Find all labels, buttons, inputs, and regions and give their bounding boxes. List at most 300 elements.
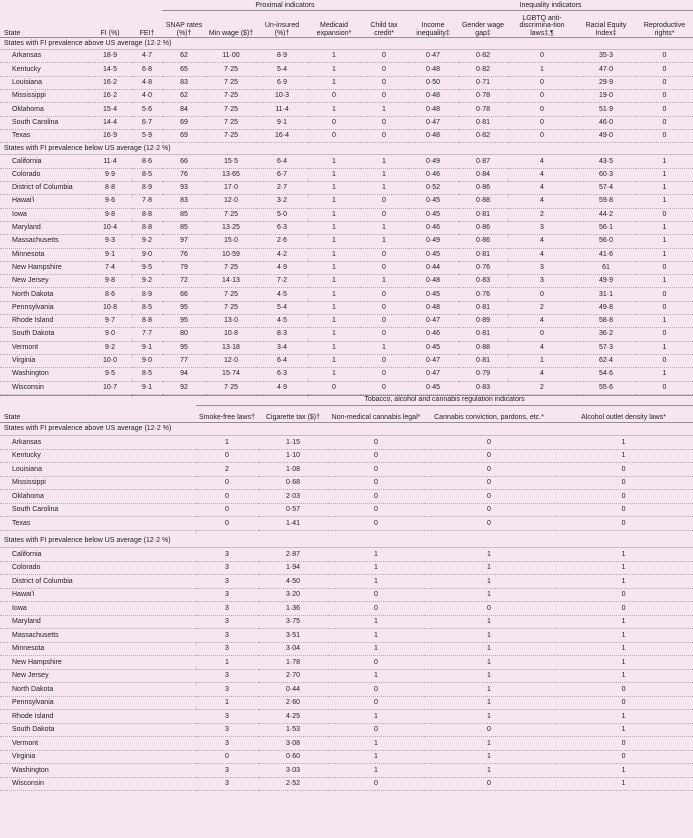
- table-cell: 0: [360, 90, 408, 103]
- state-name: Minnesota: [0, 248, 88, 261]
- table-cell: 46·0: [576, 116, 636, 129]
- table-cell: 3: [196, 777, 258, 791]
- table-cell: 0: [554, 476, 693, 490]
- section-header-row: [0, 535, 693, 548]
- table-cell: 10·3: [256, 90, 308, 103]
- table-cell: 16·2: [88, 76, 132, 89]
- table-cell: 9·2: [132, 235, 162, 248]
- table-row: [0, 368, 693, 381]
- table-cell: 41·6: [576, 248, 636, 261]
- table-cell: 0: [360, 195, 408, 208]
- table-cell: 31·1: [576, 288, 636, 301]
- table-cell: 0: [636, 381, 693, 394]
- table-cell: 29·9: [576, 76, 636, 89]
- table-cell: 43·5: [576, 155, 636, 168]
- table-cell: 0: [636, 63, 693, 76]
- table-cell: 0: [554, 588, 693, 602]
- state-name: Washington: [0, 368, 88, 381]
- regulation-indicators-table: [0, 395, 693, 792]
- table-cell: 12·0: [206, 195, 256, 208]
- table-cell: 17·0: [206, 182, 256, 195]
- table-cell: 0: [554, 503, 693, 517]
- table-cell: 9·1: [132, 381, 162, 394]
- table-cell: 4·8: [132, 76, 162, 89]
- table-cell: 69: [162, 129, 206, 142]
- table-cell: 0: [360, 208, 408, 221]
- section-label: States with FI prevalence below US average (12·2 %): [0, 143, 693, 155]
- state-name: Hawai'i: [0, 195, 88, 208]
- table-cell: 7·25: [206, 129, 256, 142]
- table-cell: 0·50: [408, 76, 458, 89]
- table-cell: 0: [636, 328, 693, 341]
- table-cell: 15·0: [206, 235, 256, 248]
- table-cell: 1: [308, 155, 360, 168]
- table-cell: 8·9: [256, 50, 308, 63]
- table-cell: 0: [196, 449, 258, 463]
- table-cell: 7·4: [88, 261, 132, 274]
- table-cell: 1: [424, 642, 554, 656]
- table-cell: 85: [162, 208, 206, 221]
- column-header: FEI†: [132, 11, 162, 38]
- column-header: SNAP rates (%)†: [162, 11, 206, 38]
- table-cell: 13·25: [206, 221, 256, 234]
- state-name: North Dakota: [0, 683, 196, 697]
- column-header: State: [0, 11, 88, 38]
- table-cell: 61: [576, 261, 636, 274]
- table-cell: 0: [360, 288, 408, 301]
- table-cell: 8·5: [132, 301, 162, 314]
- state-name: Colorado: [0, 168, 88, 181]
- table-cell: 8·3: [256, 328, 308, 341]
- table-cell: 0·88: [458, 341, 508, 354]
- table-row: [0, 90, 693, 103]
- table-cell: 66: [162, 155, 206, 168]
- table-cell: 0: [196, 490, 258, 504]
- table-cell: 3: [196, 615, 258, 629]
- state-name: Arkansas: [0, 436, 196, 450]
- table-cell: 0·78: [458, 103, 508, 116]
- policy-indicators-table: [0, 0, 693, 395]
- table-cell: 16·2: [88, 90, 132, 103]
- column-header: Non-medical cannabis legal*: [328, 405, 424, 422]
- table-row: [0, 288, 693, 301]
- table-cell: 0: [360, 50, 408, 63]
- table-cell: 1: [554, 615, 693, 629]
- table-cell: 10·7: [88, 381, 132, 394]
- table-cell: 7·25: [206, 301, 256, 314]
- table-cell: 7·2: [256, 275, 308, 288]
- table-cell: 0: [508, 76, 576, 89]
- table-cell: 3: [508, 275, 576, 288]
- table-cell: 3·20: [258, 588, 328, 602]
- state-name: Virginia: [0, 750, 196, 764]
- table-cell: 11·4: [88, 155, 132, 168]
- table-cell: 9·1: [88, 248, 132, 261]
- table-cell: 1: [328, 737, 424, 751]
- table-cell: 0: [328, 449, 424, 463]
- table-cell: 3·03: [258, 764, 328, 778]
- table-cell: 0·57: [258, 503, 328, 517]
- table-cell: 2: [196, 463, 258, 477]
- table-cell: 0: [508, 129, 576, 142]
- table-cell: 7·25: [206, 288, 256, 301]
- table-cell: 1: [308, 248, 360, 261]
- table-cell: 1: [424, 737, 554, 751]
- table-cell: 15·74: [206, 368, 256, 381]
- table-cell: 1: [308, 195, 360, 208]
- table-cell: 2·6: [256, 235, 308, 248]
- table-cell: 0·45: [408, 248, 458, 261]
- table-cell: 9·0: [132, 354, 162, 367]
- table-cell: 1: [328, 750, 424, 764]
- table-cell: 2·60: [258, 696, 328, 710]
- table-row: [0, 710, 693, 724]
- table-cell: 95: [162, 301, 206, 314]
- table-cell: 3: [196, 588, 258, 602]
- table-cell: 0·49: [408, 155, 458, 168]
- table-cell: 1: [328, 629, 424, 643]
- state-name: Maryland: [0, 615, 196, 629]
- table-cell: 3: [196, 642, 258, 656]
- table-cell: 4·50: [258, 575, 328, 589]
- table-cell: 8·8: [132, 315, 162, 328]
- table-cell: 0: [424, 476, 554, 490]
- table-cell: 4·9: [256, 261, 308, 274]
- column-header: Child tax credit*: [360, 11, 408, 38]
- table-cell: 0·47: [408, 315, 458, 328]
- table-cell: 0: [328, 503, 424, 517]
- state-name: District of Columbia: [0, 182, 88, 195]
- table-cell: 1: [424, 588, 554, 602]
- table-cell: 3: [196, 683, 258, 697]
- table-cell: 1: [636, 182, 693, 195]
- table-row: [0, 301, 693, 314]
- table-cell: 0·49: [408, 235, 458, 248]
- state-name: Kentucky: [0, 449, 196, 463]
- table-cell: 0·46: [408, 168, 458, 181]
- table-cell: 7·8: [132, 195, 162, 208]
- table-cell: 1: [308, 208, 360, 221]
- table-cell: 4: [508, 341, 576, 354]
- table-cell: 3: [196, 602, 258, 616]
- table-cell: 0: [636, 208, 693, 221]
- table-cell: 1: [554, 710, 693, 724]
- table-cell: 3·04: [258, 642, 328, 656]
- table-cell: 0: [360, 328, 408, 341]
- table-cell: 1: [308, 221, 360, 234]
- column-header: FI (%): [88, 11, 132, 38]
- table-row: [0, 195, 693, 208]
- table-cell: 1: [328, 561, 424, 575]
- table-cell: 0: [636, 116, 693, 129]
- table-cell: 1: [508, 63, 576, 76]
- table-cell: 0: [636, 354, 693, 367]
- table-cell: 47·0: [576, 63, 636, 76]
- table-cell: 3: [196, 561, 258, 575]
- table-cell: 1: [424, 615, 554, 629]
- table-cell: 0·81: [458, 301, 508, 314]
- table-cell: 0: [360, 315, 408, 328]
- table-cell: 0: [328, 683, 424, 697]
- table-row: [0, 548, 693, 562]
- table-row: [0, 656, 693, 670]
- state-name: Oklahoma: [0, 490, 196, 504]
- table-row: [0, 221, 693, 234]
- table-cell: 4·5: [256, 315, 308, 328]
- table-cell: 0: [554, 683, 693, 697]
- table-row: [0, 182, 693, 195]
- table-cell: 1: [508, 354, 576, 367]
- table-cell: 3·51: [258, 629, 328, 643]
- table-cell: 0·47: [408, 354, 458, 367]
- table-cell: 4·9: [256, 381, 308, 394]
- table-cell: 1: [554, 449, 693, 463]
- table-cell: 10·8: [206, 328, 256, 341]
- table-cell: 0·44: [258, 683, 328, 697]
- table-cell: 0: [328, 656, 424, 670]
- column-header: Un-insured (%)†: [256, 11, 308, 38]
- table-cell: 9·1: [256, 116, 308, 129]
- table-cell: 4·2: [256, 248, 308, 261]
- table-cell: 0: [360, 301, 408, 314]
- table-cell: 1: [424, 696, 554, 710]
- table-cell: 7·25: [206, 63, 256, 76]
- table-cell: 14·13: [206, 275, 256, 288]
- table-cell: 0·82: [458, 63, 508, 76]
- table-cell: 0: [328, 696, 424, 710]
- table-cell: 9·6: [88, 195, 132, 208]
- table-cell: 1: [308, 354, 360, 367]
- state-name: New Jersey: [0, 669, 196, 683]
- table-cell: 0: [508, 103, 576, 116]
- table-cell: 0: [508, 50, 576, 63]
- group-header-row: [0, 395, 693, 405]
- table-cell: 0·48: [408, 90, 458, 103]
- table-cell: 2·70: [258, 669, 328, 683]
- table-cell: 0: [508, 288, 576, 301]
- state-name: Iowa: [0, 208, 88, 221]
- table-cell: 1: [308, 50, 360, 63]
- table-cell: 1: [636, 235, 693, 248]
- table-cell: 7·25: [206, 208, 256, 221]
- table-cell: 0: [196, 517, 258, 531]
- state-name: New Hampshire: [0, 261, 88, 274]
- table-cell: 0: [328, 436, 424, 450]
- table-cell: 6·3: [256, 221, 308, 234]
- table-cell: 0: [196, 503, 258, 517]
- table-cell: 1·78: [258, 656, 328, 670]
- column-header: Gender wage gap‡: [458, 11, 508, 38]
- table-cell: 1: [360, 221, 408, 234]
- table-cell: 6·7: [256, 168, 308, 181]
- table-cell: 0·88: [458, 195, 508, 208]
- table-cell: 0: [508, 328, 576, 341]
- table-cell: 1: [554, 723, 693, 737]
- state-name: Louisiana: [0, 76, 88, 89]
- table-cell: 0: [328, 588, 424, 602]
- table-cell: 9·7: [88, 315, 132, 328]
- state-name: Minnesota: [0, 642, 196, 656]
- table-cell: 1: [360, 275, 408, 288]
- table-cell: 0: [636, 103, 693, 116]
- table-cell: 1: [328, 710, 424, 724]
- table-row: [0, 615, 693, 629]
- table-cell: 0: [636, 76, 693, 89]
- table-cell: 1: [636, 275, 693, 288]
- table-cell: 85: [162, 221, 206, 234]
- table-row: [0, 208, 693, 221]
- table-row: [0, 50, 693, 63]
- table-row: [0, 341, 693, 354]
- table-cell: 54·6: [576, 368, 636, 381]
- table-cell: 1: [424, 764, 554, 778]
- table-cell: 3·2: [256, 195, 308, 208]
- table-row: [0, 315, 693, 328]
- table-cell: 0: [196, 476, 258, 490]
- table-cell: 83: [162, 76, 206, 89]
- table-cell: 57·3: [576, 341, 636, 354]
- table-row: [0, 602, 693, 616]
- table-row: [0, 696, 693, 710]
- table-cell: 4: [508, 315, 576, 328]
- table-cell: 1: [308, 315, 360, 328]
- table-cell: 1: [424, 629, 554, 643]
- section-label: States with FI prevalence above US average (12·2 %): [0, 422, 693, 436]
- table-cell: 0: [360, 63, 408, 76]
- table-cell: 0: [360, 381, 408, 394]
- table-cell: 1: [360, 168, 408, 181]
- table-cell: 0·86: [458, 182, 508, 195]
- state-name: Maryland: [0, 221, 88, 234]
- table-cell: 1·36: [258, 602, 328, 616]
- table-cell: 1: [554, 642, 693, 656]
- table-cell: 0·81: [458, 248, 508, 261]
- column-header: Smoke-free laws†: [196, 405, 258, 422]
- table-cell: 1·53: [258, 723, 328, 737]
- table-cell: 3: [196, 723, 258, 737]
- table-cell: 0: [360, 354, 408, 367]
- table-cell: 0: [424, 490, 554, 504]
- table-cell: 1: [328, 764, 424, 778]
- table-cell: 1: [308, 235, 360, 248]
- table-cell: 83: [162, 195, 206, 208]
- table-cell: 80: [162, 328, 206, 341]
- table-cell: 11·4: [256, 103, 308, 116]
- table-cell: 94: [162, 368, 206, 381]
- table-cell: 77: [162, 354, 206, 367]
- table-cell: 0: [508, 90, 576, 103]
- state-name: Wisconsin: [0, 381, 88, 394]
- table-cell: 7·7: [132, 328, 162, 341]
- table-row: [0, 764, 693, 778]
- table-cell: 0·78: [458, 90, 508, 103]
- table-cell: 8·6: [132, 155, 162, 168]
- table-cell: 7·25: [206, 76, 256, 89]
- table-cell: 6·7: [132, 116, 162, 129]
- table-cell: 0: [508, 116, 576, 129]
- section-header-row: [0, 38, 693, 50]
- table-cell: 0·45: [408, 288, 458, 301]
- table-cell: 1: [308, 368, 360, 381]
- table-cell: 10·0: [88, 354, 132, 367]
- table-cell: 51·9: [576, 103, 636, 116]
- state-name: California: [0, 548, 196, 562]
- table-cell: 0: [360, 261, 408, 274]
- group-proximal: Proximal indicators: [162, 1, 408, 11]
- table-cell: 3·75: [258, 615, 328, 629]
- table-cell: 0: [308, 129, 360, 142]
- table-cell: 8·5: [132, 168, 162, 181]
- table-cell: 1: [424, 750, 554, 764]
- table-row: [0, 116, 693, 129]
- table-cell: 1: [360, 235, 408, 248]
- column-header: Reproductive rights*: [636, 11, 693, 38]
- table-cell: 1: [308, 103, 360, 116]
- table-cell: 18·9: [88, 50, 132, 63]
- table-row: [0, 517, 693, 531]
- table-cell: 1: [636, 315, 693, 328]
- table-cell: 2: [508, 301, 576, 314]
- table-cell: 8·8: [88, 182, 132, 195]
- table-cell: 4: [508, 235, 576, 248]
- table-cell: 1: [424, 669, 554, 683]
- table-cell: 9·0: [88, 328, 132, 341]
- table-row: [0, 723, 693, 737]
- table-cell: 5·6: [132, 103, 162, 116]
- table-cell: 7·25: [206, 103, 256, 116]
- table-cell: 1: [554, 629, 693, 643]
- table-row: [0, 235, 693, 248]
- table-cell: 0: [636, 301, 693, 314]
- table-cell: 4: [508, 368, 576, 381]
- group-inequality: Inequality indicators: [408, 1, 693, 11]
- table-cell: 0: [636, 50, 693, 63]
- table-cell: 0: [554, 737, 693, 751]
- section-label: States with FI prevalence above US average (12·2 %): [0, 38, 693, 50]
- table-cell: 1: [328, 575, 424, 589]
- table-cell: 4: [508, 155, 576, 168]
- table-row: [0, 328, 693, 341]
- table-cell: 62: [162, 90, 206, 103]
- table-cell: 4·7: [132, 50, 162, 63]
- table-cell: 9·2: [132, 275, 162, 288]
- table-cell: 0: [424, 449, 554, 463]
- table-cell: 0·81: [458, 208, 508, 221]
- table-cell: 0·82: [458, 129, 508, 142]
- table-cell: 49·0: [576, 129, 636, 142]
- table-cell: 0: [308, 90, 360, 103]
- state-name: Pennsylvania: [0, 301, 88, 314]
- table-cell: 6·9: [256, 76, 308, 89]
- table-cell: 2·7: [256, 182, 308, 195]
- table-cell: 1: [424, 548, 554, 562]
- column-header: Racial Equity Index‡: [576, 11, 636, 38]
- table-cell: 1: [308, 261, 360, 274]
- table-cell: 0·46: [408, 221, 458, 234]
- table-cell: 1: [328, 642, 424, 656]
- table-cell: 1: [554, 575, 693, 589]
- table-cell: 0: [554, 696, 693, 710]
- table-cell: 65: [162, 63, 206, 76]
- table-cell: 9·9: [88, 168, 132, 181]
- table-cell: 2·03: [258, 490, 328, 504]
- table-row: [0, 354, 693, 367]
- state-name: Colorado: [0, 561, 196, 575]
- table-cell: 0: [636, 261, 693, 274]
- table-cell: 0: [424, 723, 554, 737]
- table-cell: 15·4: [88, 103, 132, 116]
- table-cell: 36·2: [576, 328, 636, 341]
